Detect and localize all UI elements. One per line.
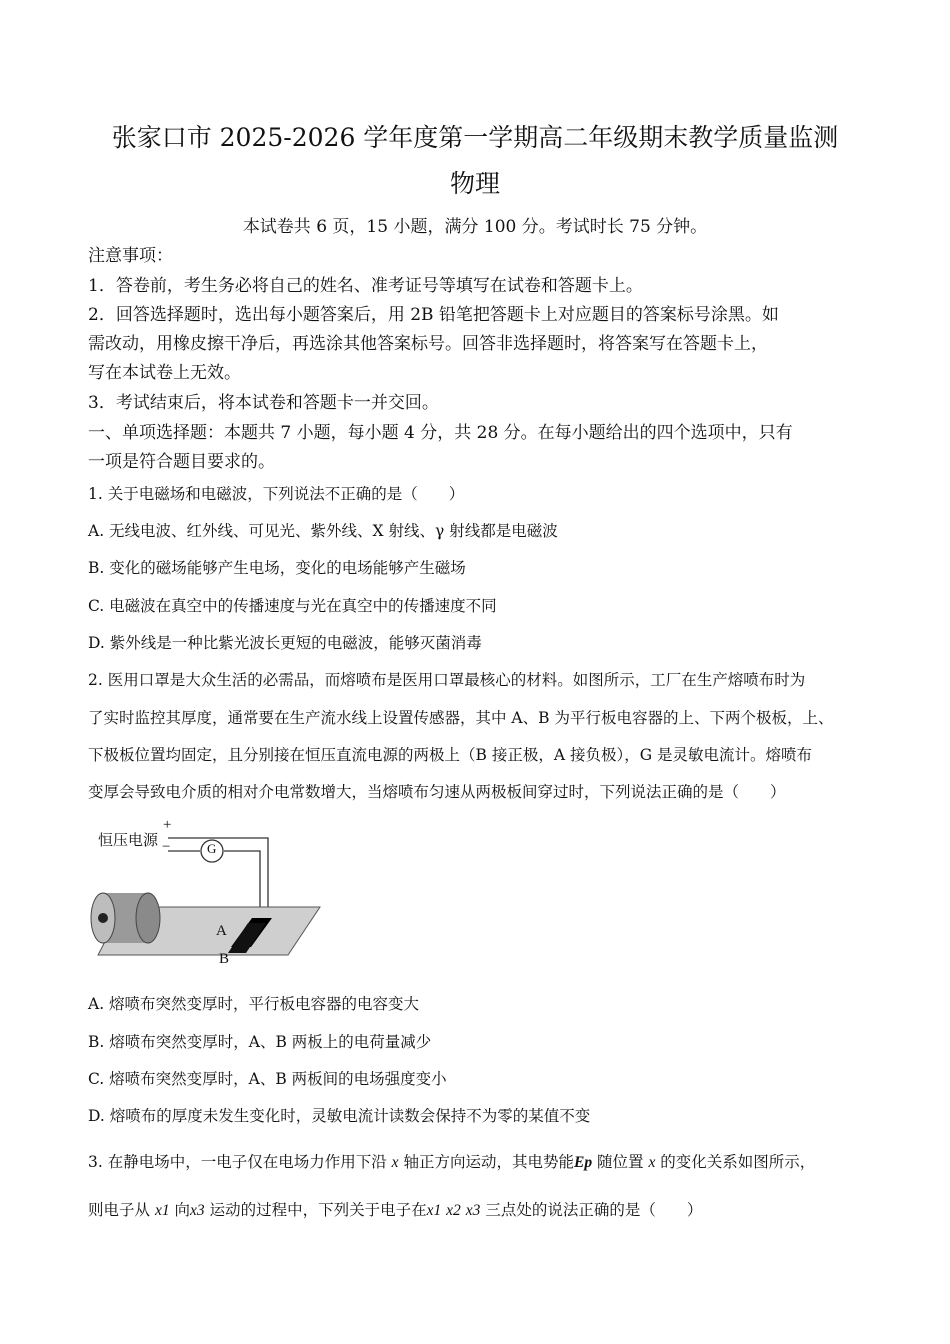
roller-axle bbox=[98, 913, 108, 923]
plate-a-label: A bbox=[216, 923, 227, 939]
section-heading: 一、单项选择题：本题共 7 小题，每小题 4 分，共 28 分。在每小题给出的四个选项中，只有 bbox=[88, 423, 793, 443]
q3-stem-line2: 则电子从 x1 向x3 运动的过程中，下列关于电子在x1 x2 x3 三点处的说法正确的是（ ） bbox=[88, 1201, 703, 1219]
note-item: 写在本试卷上无效。 bbox=[88, 363, 241, 383]
q3-stem-line1: 3. 在静电场中，一电子仅在电场力作用下沿 x 轴正方向运动，其电势能Ep 随位置 x 的变化关系如图所示， bbox=[88, 1153, 816, 1171]
subject-title: 物理 bbox=[449, 169, 500, 198]
q2-stem: 下极板位置均固定，且分别接在恒压直流电源的两极上（B 接正极，A 接负极），G 是灵敏电流计。熔喷布 bbox=[88, 746, 813, 764]
q2-option: B. 熔喷布突然变厚时，A、B 两板上的电荷量减少 bbox=[88, 1033, 432, 1051]
meter-label: G bbox=[207, 841, 217, 856]
plate-b-label: B bbox=[219, 951, 230, 967]
q2-option: D. 熔喷布的厚度未发生变化时，灵敏电流计读数会保持不为零的某值不变 bbox=[88, 1107, 591, 1125]
q2-option: A. 熔喷布突然变厚时，平行板电容器的电容变大 bbox=[88, 995, 420, 1013]
exam-info: 本试卷共 6 页，15 小题，满分 100 分。考试时长 75 分钟。 bbox=[242, 217, 708, 237]
note-item: 1．答卷前，考生务必将自己的姓名、准考证号等填写在试卷和答题卡上。 bbox=[88, 276, 643, 296]
q1-option: C. 电磁波在真空中的传播速度与光在真空中的传播速度不同 bbox=[88, 597, 497, 615]
exam-title: 张家口市 2025-2026 学年度第一学期高二年级期末教学质量监测 bbox=[111, 123, 839, 152]
plus-sign: + bbox=[163, 817, 172, 833]
q1-option: A. 无线电波、红外线、可见光、紫外线、X 射线、γ 射线都是电磁波 bbox=[88, 522, 558, 540]
notes-heading: 注意事项： bbox=[88, 246, 173, 266]
q2-stem: 变厚会导致电介质的相对介电常数增大，当熔喷布匀速从两极板间穿过时，下列说法正确的是（ ） bbox=[88, 783, 786, 801]
minus-sign: − bbox=[162, 839, 171, 855]
q2-stem: 2. 医用口罩是大众生活的必需品，而熔喷布是医用口罩最核心的材料。如图所示，工厂在生产熔喷布时为 bbox=[88, 671, 806, 689]
note-item: 3．考试结束后，将本试卷和答题卡一并交回。 bbox=[88, 393, 439, 413]
meltblown-sensor-figure bbox=[88, 815, 328, 975]
ep-symbol: Ep bbox=[573, 1154, 593, 1171]
q1-stem: 1. 关于电磁场和电磁波，下列说法不正确的是（ ） bbox=[88, 485, 465, 503]
q1-option: B. 变化的磁场能够产生电场，变化的电场能够产生磁场 bbox=[88, 559, 466, 577]
q2-option: C. 熔喷布突然变厚时，A、B 两板间的电场强度变小 bbox=[88, 1070, 447, 1088]
power-source-label: 恒压电源 bbox=[98, 833, 159, 849]
note-item: 需改动，用橡皮擦干净后，再选涂其他答案标号。回答非选择题时，将答案写在答题卡上， bbox=[88, 334, 768, 354]
roller-end bbox=[136, 893, 160, 943]
q1-option: D. 紫外线是一种比紫光波长更短的电磁波，能够灭菌消毒 bbox=[88, 634, 482, 652]
note-item: 2．回答选择题时，选出每小题答案后，用 2B 铅笔把答题卡上对应题目的答案标号涂黑。如 bbox=[88, 305, 779, 325]
q2-stem: 了实时监控其厚度，通常要在生产流水线上设置传感器，其中 A、B 为平行板电容器的上、下两个极板，上、 bbox=[88, 709, 834, 727]
section-heading-cont: 一项是符合题目要求的。 bbox=[88, 452, 275, 472]
